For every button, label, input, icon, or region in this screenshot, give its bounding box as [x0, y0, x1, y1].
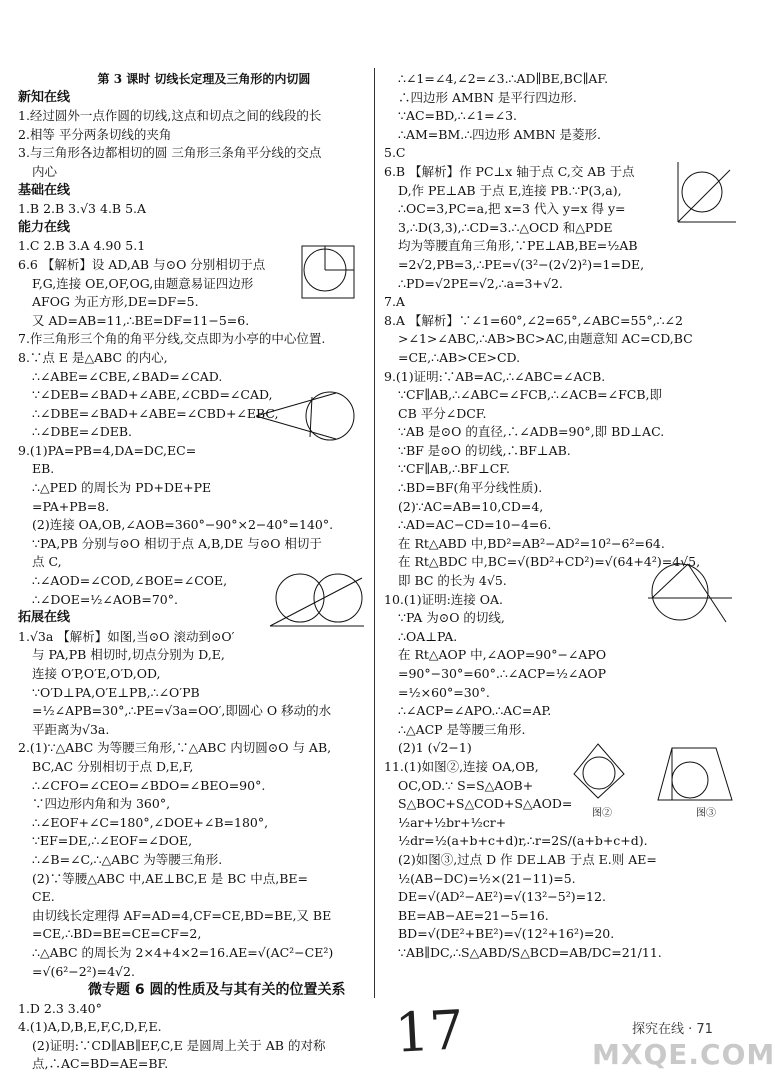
right-line: (2)∵AC=AB=10,CD=4,: [398, 498, 544, 514]
right-line: ∴AM=BM.∴四边形 AMBN 是菱形.: [398, 126, 602, 142]
right-line: 在 Rt△BDC 中,BC=√(BD²+CD²)=√(64+4²)=4√5,: [398, 554, 701, 570]
left-line: 点 C,: [32, 554, 62, 570]
fig2-label: 图②: [592, 808, 612, 819]
right-line: 10.(1)证明:连接 OA.: [384, 591, 504, 607]
right-line: BD=√(DE²+BE²)=√(12²+16²)=20.: [398, 926, 615, 942]
right-line: 3,∴D(3,3),∴CD=3.∴△OCD 和△PDE: [398, 219, 613, 235]
left-line: 2.相等 平分两条切线的夹角: [18, 126, 172, 142]
left-line: CE.: [32, 889, 55, 905]
right-line: 均为等腰直角三角形,∵PE⊥AB,BE=½AB: [398, 238, 638, 254]
left-line: =CE,∴BD=BE=CE=CF=2,: [32, 926, 202, 942]
left-line: 内心: [32, 163, 58, 179]
right-line: =½×60°=30°.: [398, 684, 490, 700]
left-line: 点,∴AC=BD=AE=BF.: [32, 1056, 169, 1072]
right-line: ∵AC=BD,∴∠1=∠3.: [398, 108, 518, 124]
right-line: =CE,∴AB>CE>CD.: [398, 349, 521, 365]
left-line: 基础在线: [18, 182, 71, 198]
right-line: ∴∠1=∠4,∠2=∠3.∴AD∥BE,BC∥AF.: [398, 71, 609, 86]
right-line: ∵CF∥AB,∴BF⊥CF.: [398, 461, 510, 477]
right-line: ∵BF 是⊙O 的切线,∴BF⊥AB.: [398, 442, 571, 458]
quadrilateral-incircle-figure: [570, 740, 628, 810]
left-line: 能力在线: [18, 219, 71, 235]
watermark-text: MXQE.COM: [592, 1038, 775, 1071]
left-line: 3.与三角形各边都相切的圆 三角形三条角平分线的交点: [18, 145, 322, 161]
right-line: ∵PA 为⊙O 的切线,: [398, 610, 505, 626]
left-line: ∴∠B=∠C,∴△ABC 为等腰三角形.: [32, 851, 223, 867]
right-line: 7.A: [384, 294, 405, 310]
right-line: ∴BD=BF(角平分线性质).: [398, 480, 543, 496]
trapezoid-incircle-figure: [652, 740, 738, 810]
left-line: =√(6²−2²)=4√2.: [32, 963, 135, 979]
fig3-label: 图③: [696, 808, 716, 819]
right-line: 9.(1)证明:∵AB=AC,∴∠ABC=∠ACB.: [384, 368, 606, 384]
left-line: 由切线长定理得 AF=AD=4,CF=CE,BD=BE,又 BE: [32, 907, 332, 923]
tangent-circle-figure: [250, 385, 368, 447]
right-line: BE=AB−AE=21−5=16.: [398, 907, 549, 923]
right-line: (2)如图③,过点 D 作 DE⊥AB 于点 E.则 AE=: [398, 851, 657, 867]
circle-triangle-figure: [618, 560, 736, 626]
left-line: ∴∠ABE=∠CBE,∠BAD=∠CAD.: [32, 368, 223, 384]
square-incircle-figure: [292, 240, 362, 306]
right-line: OC,OD.∵ S=S△AOB+: [398, 777, 534, 793]
right-line: ∴OA⊥PA.: [398, 628, 458, 644]
left-line: 6.6 【解析】设 AD,AB 与⊙O 分别相切于点: [18, 256, 266, 272]
left-line: =½∠APB=30°,∴PE=√3a=OO′,即圆心 O 移动的水: [32, 703, 332, 719]
right-line: ½dr=½(a+b+c+d)r,∴r=2S/(a+b+c+d).: [398, 833, 648, 849]
left-line: 与 PA,PB 相切时,切点分别为 D,E,: [32, 647, 225, 663]
left-line: ∵O′D⊥PA,O′E⊥PB,∴∠O′PB: [32, 684, 200, 700]
left-line: 9.(1)PA=PB=4,DA=DC,EC=: [18, 442, 197, 458]
left-line: 新知在线: [18, 89, 71, 105]
left-line: ∴∠DOE=½∠AOB=70°.: [32, 591, 178, 607]
right-line: 8.A 【解析】∵∠1=60°,∠2=65°,∠ABC=55°,∴∠2: [384, 312, 683, 328]
left-line: EB.: [32, 461, 55, 477]
left-line: ∴△ABC 的周长为 2×4+4×2=16.AE=√(AC²−CE²): [32, 944, 334, 960]
left-line: F,G,连接 OE,OF,OG,由题意易证四边形: [32, 275, 254, 291]
left-line: ∴∠DBE=∠BAD+∠ABE=∠CBD+∠EBC,: [32, 405, 279, 421]
left-line: 1.C 2.B 3.A 4.90 5.1: [18, 238, 146, 254]
left-line: AFOG 为正方形,DE=DF=5.: [32, 294, 199, 310]
right-line: ½ar+½br+½cr+: [398, 814, 507, 830]
left-line: 1.经过圆外一点作圆的切线,这点和切点之间的线段的长: [18, 108, 322, 124]
left-line: =PA+PB=8.: [32, 498, 110, 514]
right-line: ∴OC=3,PC=a,把 x=3 代入 y=x 得 y=: [398, 201, 626, 217]
right-line: DE=√(AD²−AE²)=√(13²−5²)=12.: [398, 889, 606, 905]
right-line: 在 Rt△ABD 中,BD²=AB²−AD²=10²−6²=64.: [398, 535, 665, 551]
right-line: ½(AB−DC)=½×(21−11)=5.: [398, 870, 576, 886]
right-line: 6.B 【解析】作 PC⊥x 轴于点 C,交 AB 于点: [384, 163, 635, 179]
left-line: 2.(1)∵△ABC 为等腰三角形,∵△ABC 内切圆⊙O 与 AB,: [18, 740, 332, 756]
left-line: 1.√3a 【解析】如图,当⊙O 滚动到⊙O′: [18, 628, 235, 644]
left-line: (2)∵等腰△ABC 中,AE⊥BC,E 是 BC 中点,BE=: [32, 870, 308, 886]
right-line: ∵AB∥DC,∴S△ABD/S△BCD=AB/DC=21/11.: [398, 944, 662, 960]
rolling-circle-figure: [266, 568, 366, 632]
left-line: (2)证明:∵CD∥AB∥EF,C,E 是圆周上关于 AB 的对称: [32, 1037, 326, 1053]
left-line: 1.D 2.3 3.40°: [18, 1000, 102, 1016]
right-line: 11.(1)如图②,连接 OA,OB,: [384, 758, 539, 774]
handwritten-number: 17: [393, 998, 466, 1065]
left-line: ∵PA,PB 分别与⊙O 相切于点 A,B,DE 与⊙O 相切于: [32, 535, 322, 551]
left-line: 微专题 6 圆的性质及与其有关的位置关系: [88, 982, 346, 999]
page-footer-label: 探究在线 · 71: [632, 1022, 713, 1037]
right-line: 5.C: [384, 145, 406, 161]
right-line: 即 BC 的长为 4√5.: [398, 573, 507, 589]
left-line: 8.∵点 E 是△ABC 的内心,: [18, 349, 168, 365]
left-line: 平距离为√3a.: [32, 721, 110, 737]
left-line: ∴∠DBE=∠DEB.: [32, 424, 133, 440]
left-line: ∵EF=DE,∴∠EOF=∠DOE,: [32, 833, 193, 849]
right-line: =2√2,PB=3,∴PE=√(3²−(2√2)²)=1=DE,: [398, 256, 645, 272]
right-line: >∠1>∠ABC,∴AB>BC>AC,由题意知 AC=CD,BC: [398, 331, 693, 347]
right-line: ∴△ACP 是等腰三角形.: [398, 721, 526, 737]
column-divider: [374, 68, 375, 998]
left-line: ∴∠CFO=∠CEO=∠BDO=∠BEO=90°.: [32, 777, 266, 793]
left-line: ∵四边形内角和为 360°,: [32, 796, 171, 812]
right-line: ∴PD=√2PE=√2,∴a=3+√2.: [398, 275, 563, 291]
right-line: (2)1 (√2−1): [398, 740, 472, 756]
right-line: ∴AD=AC−CD=10−4=6.: [398, 517, 552, 533]
left-line: ∴△PED 的周长为 PD+DE+PE: [32, 480, 212, 496]
left-line: 7.作三角形三个角的角平分线,交点即为小亭的中心位置.: [18, 331, 326, 347]
left-line: BC,AC 分别相切于点 D,E,F,: [32, 758, 194, 774]
left-line: 连接 O′P,O′E,O′D,OD,: [32, 666, 161, 681]
left-line: ∴∠EOF+∠C=180°,∠DOE+∠B=180°,: [32, 814, 269, 830]
right-line: 在 Rt△AOP 中,∠AOP=90°−∠APO: [398, 647, 607, 663]
left-line: (2)连接 OA,OB,∠AOB=360°−90°×2−40°=140°.: [32, 517, 334, 533]
right-line: ∵CF∥AB,∴∠ABC=∠FCB,∴∠ACB=∠FCB,即: [398, 387, 662, 403]
left-line: 4.(1)A,D,B,E,F,C,D,F,E.: [18, 1019, 162, 1035]
left-line: 第 3 课时 切线长定理及三角形的内切圆: [97, 72, 311, 86]
left-line: 拓展在线: [18, 610, 71, 626]
left-line: 1.B 2.B 3.√3 4.B 5.A: [18, 201, 147, 217]
right-line: CB 平分∠DCF.: [398, 405, 487, 421]
left-line: 又 AD=AB=11,∴BE=DF=11−5=6.: [32, 312, 250, 328]
right-line: ∴∠ACP=∠APO.∴AC=AP.: [398, 703, 552, 719]
right-line: D,作 PE⊥AB 于点 E,连接 PB.∵P(3,a),: [398, 182, 622, 198]
left-line: ∴∠AOD=∠COD,∠BOE=∠COE,: [32, 573, 228, 589]
left-line: ∵∠DEB=∠BAD+∠ABE,∠CBD=∠CAD,: [32, 387, 273, 403]
right-line: =90°−30°=60°.∴∠ACP=½∠AOP: [398, 666, 607, 681]
right-line: S△BOC+S△COD+S△AOD=: [398, 796, 573, 812]
right-line: ∴四边形 AMBN 是平行四边形.: [398, 89, 577, 105]
coordinate-circle-figure: [670, 160, 738, 228]
right-line: ∵AB 是⊙O 的直径,∴∠ADB=90°,即 BD⊥AC.: [398, 424, 665, 440]
